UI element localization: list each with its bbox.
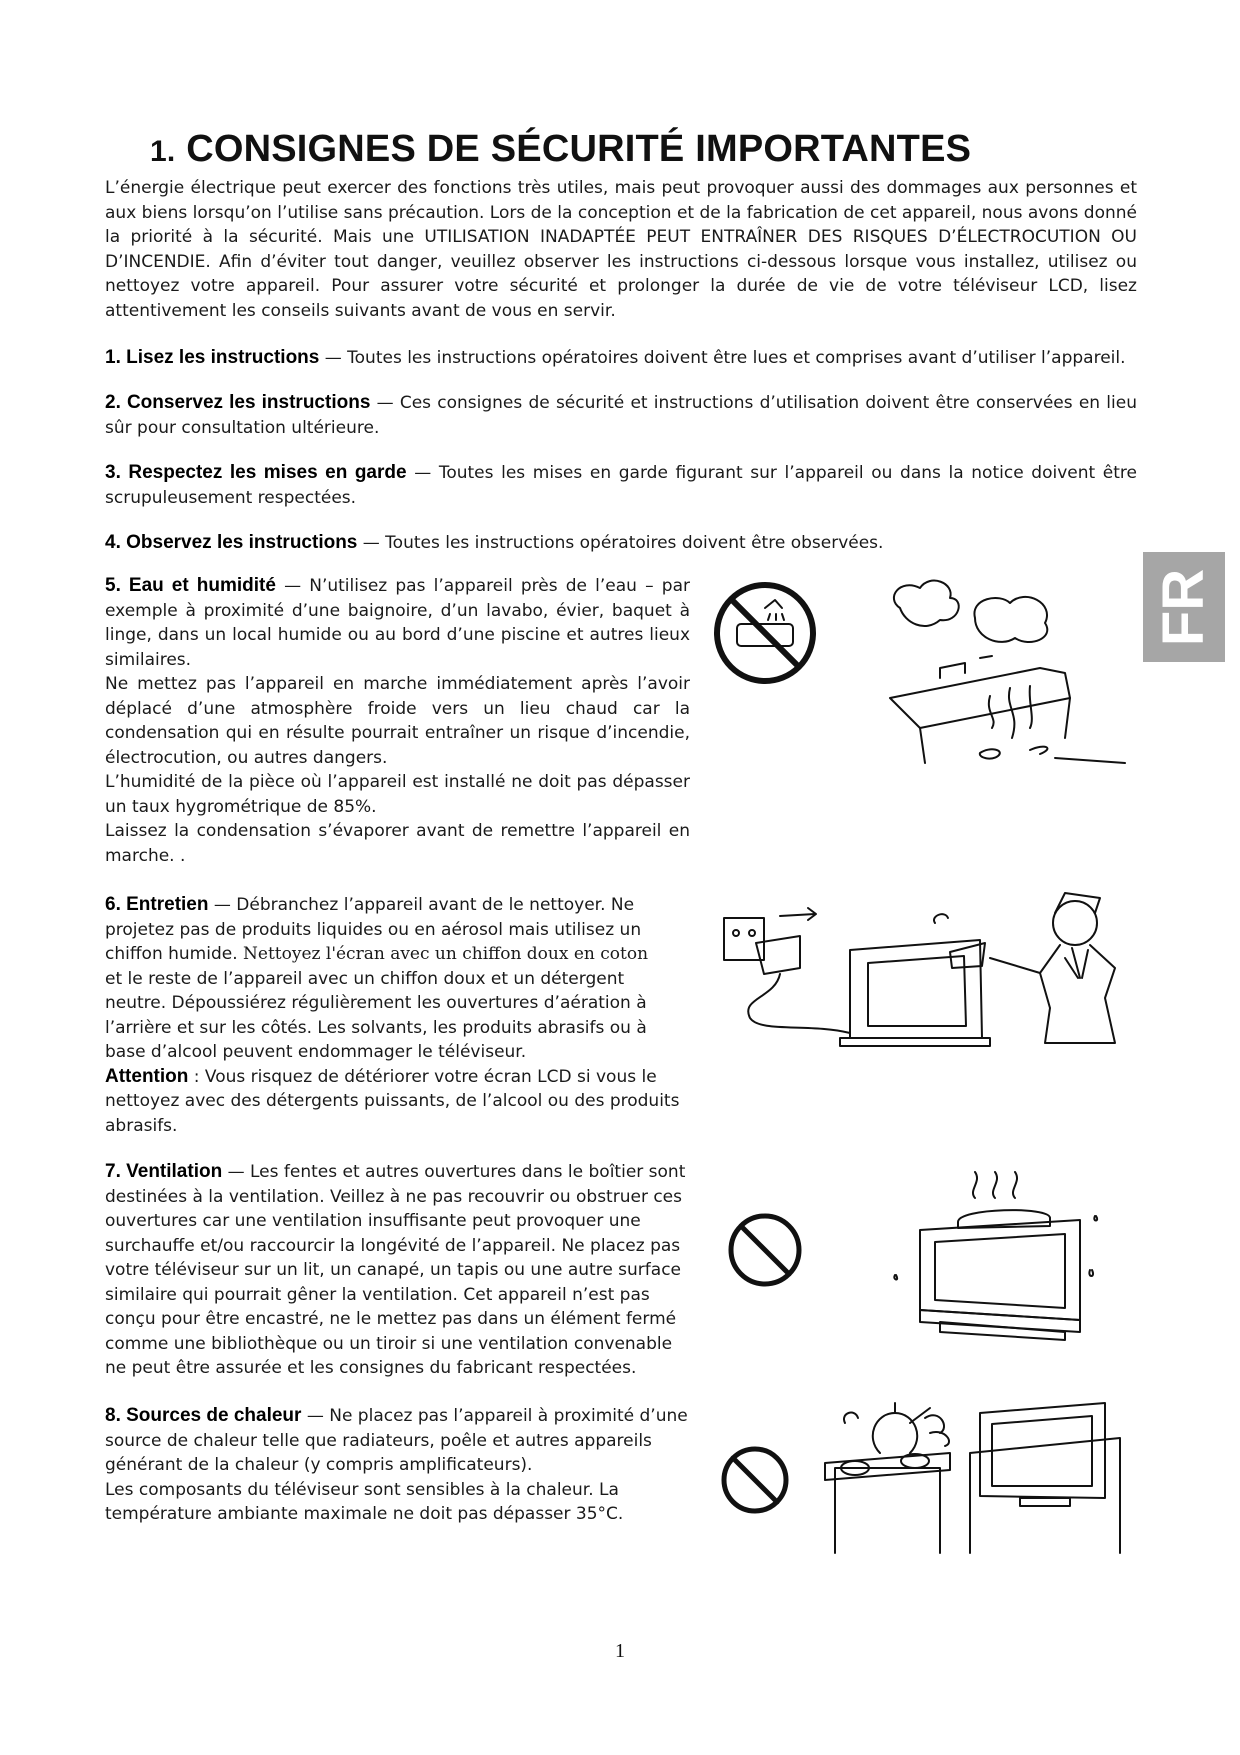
language-tab-label: FR bbox=[1151, 568, 1217, 646]
no-water-sign-icon bbox=[710, 578, 820, 688]
item-2 bbox=[105, 391, 1137, 440]
item-5-paragraph: L’humidité de la pièce où l’appareil est installé ne doit pas dépasser un taux hygrométrique de 85%. bbox=[105, 772, 690, 817]
item-3 bbox=[105, 461, 1137, 510]
prohibition-sign-icon bbox=[725, 1210, 805, 1290]
item-4-title: 4. Observez les instructions bbox=[105, 532, 358, 553]
prohibition-sign-icon bbox=[718, 1443, 792, 1517]
item-8 bbox=[105, 1404, 705, 1527]
item-5-paragraph: Laissez la condensation s’évaporer avant de remettre l’appareil en marche. . bbox=[105, 821, 690, 866]
page-title bbox=[150, 128, 971, 171]
item-6-title: 6. Entretien bbox=[105, 894, 209, 915]
intro-paragraph: L’énergie électrique peut exercer des fonctions très utiles, mais peut provoquer aussi des dommages aux personnes et aux biens lorsqu’on l’utilise sans précaution. Lors de la conception et de la fabrication de cet appareil, nous avons donné la priorité à la sécurité. Mais une UTILISATION INADAPTÉE PEUT ENTRAÎNER DES RISQUES D’ÉLECTROCUTION OU D’INCENDIE. Afin d’éviter tout danger, veuillez observer les instructions ci-dessous lorsque vous installez, utilisez ou nettoyez votre appareil. Pour assurer votre sécurité et prolonger la durée de vie de votre téléviseur LCD, lisez attentivement les conseils suivants avant de vous en servir. bbox=[105, 178, 1137, 321]
item-6-serif-text: Nettoyez l'écran avec un chiffon doux en coton bbox=[243, 944, 649, 964]
item-3-title: 3. Respectez les mises en garde bbox=[105, 462, 407, 483]
item-6-text-2: et le reste de l’appareil avec un chiffon doux et un détergent neutre. Dépoussiérez régulièrement les ouvertures d’aération à l’arrière et sur les côtés. Les solvants, les produits abrasifs ou à base d’alcool peuvent endommager le téléviseur. bbox=[105, 968, 647, 1062]
item-4 bbox=[105, 531, 1137, 556]
item-4-text: — Toutes les instructions opératoires doivent être observées. bbox=[357, 533, 884, 553]
item-6-text: — Débranchez l’appareil avant de le nettoyer. Ne projetez pas de produits liquides ou en aérosol mais utilisez un chiffon humide. bbox=[105, 895, 642, 964]
item-5-text: — N’utilisez pas l’appareil près de l’eau – par exemple à proximité d’une baignoire, d’un lavabo, évier, baquet à linge, dans un local humide ou au bord d’une piscine et autres lieux similaires. bbox=[105, 576, 690, 670]
cleaning-illustration bbox=[720, 888, 1120, 1068]
item-3-text: — Toutes les mises en garde figurant sur l’appareil ou dans la notice doivent être scrupuleusement respectées. bbox=[105, 463, 1137, 508]
item-5-title: 5. Eau et humidité bbox=[105, 575, 276, 596]
item-6 bbox=[105, 893, 690, 1138]
item-7-title: 7. Ventilation bbox=[105, 1161, 223, 1182]
heat-source-illustration bbox=[820, 1398, 1120, 1553]
item-8-paragraph: Les composants du téléviseur sont sensibles à la chaleur. La température ambiante maximale ne doit pas dépasser 35°C. bbox=[105, 1479, 624, 1524]
item-8-text: — Ne placez pas l’appareil à proximité d’une source de chaleur telle que radiateurs, poêle et autres appareils générant de la chaleur (y compris amplificateurs). bbox=[105, 1406, 688, 1475]
item-1-text: — Toutes les instructions opératoires doivent être lues et comprises avant d’utiliser l’appareil. bbox=[319, 348, 1126, 368]
item-1-title: 1. Lisez les instructions bbox=[105, 347, 320, 368]
attention-text: : Vous risquez de détériorer votre écran LCD si vous le nettoyez avec des détergents puissants, de l’alcool ou des produits abrasifs. bbox=[105, 1066, 680, 1136]
title-number: 1. bbox=[150, 135, 176, 168]
title-text: CONSIGNES DE SÉCURITÉ IMPORTANTES bbox=[186, 128, 972, 170]
item-7 bbox=[105, 1160, 695, 1381]
item-1 bbox=[105, 346, 1137, 371]
item-5-paragraph: Ne mettez pas l’appareil en marche immédiatement après l’avoir déplacé d’une atmosphère froide vers un lieu chaud car la condensation qui en résulte pourrait entraîner un risque d’incendie, électrocution, ou autres dangers. bbox=[105, 674, 690, 768]
water-splash-illustration bbox=[880, 578, 1125, 778]
language-tab bbox=[1143, 552, 1225, 662]
item-2-title: 2. Conservez les instructions bbox=[105, 392, 371, 413]
item-2-text: — Ces consignes de sécurité et instructions d’utilisation doivent être conservées en lieu sûr pour consultation ultérieure. bbox=[105, 393, 1137, 438]
item-8-title: 8. Sources de chaleur bbox=[105, 1405, 302, 1426]
item-5 bbox=[105, 574, 690, 868]
item-7-text: — Les fentes et autres ouvertures dans le boîtier sont destinées à la ventilation. Veillez à ne pas recouvrir ou obstruer ces ouvertures car une ventilation insuffisante peut provoquer une surchauffe et/ou raccourcir la longévité de l’appareil. Ne placez pas votre téléviseur sur un lit, un canapé, un tapis ou une autre surface similaire qui pourrait gêner la ventilation. Cet appareil n’est pas conçu pour être encastré, ne le mettez pas dans un élément fermé comme une bibliothèque ou un tiroir si une ventilation convenable ne peut être assurée et les consignes du fabricant respectées. bbox=[105, 1162, 686, 1378]
attention-label: Attention bbox=[105, 1065, 189, 1087]
page-number: 1 bbox=[615, 1640, 625, 1662]
overheating-tv-illustration bbox=[880, 1160, 1110, 1360]
